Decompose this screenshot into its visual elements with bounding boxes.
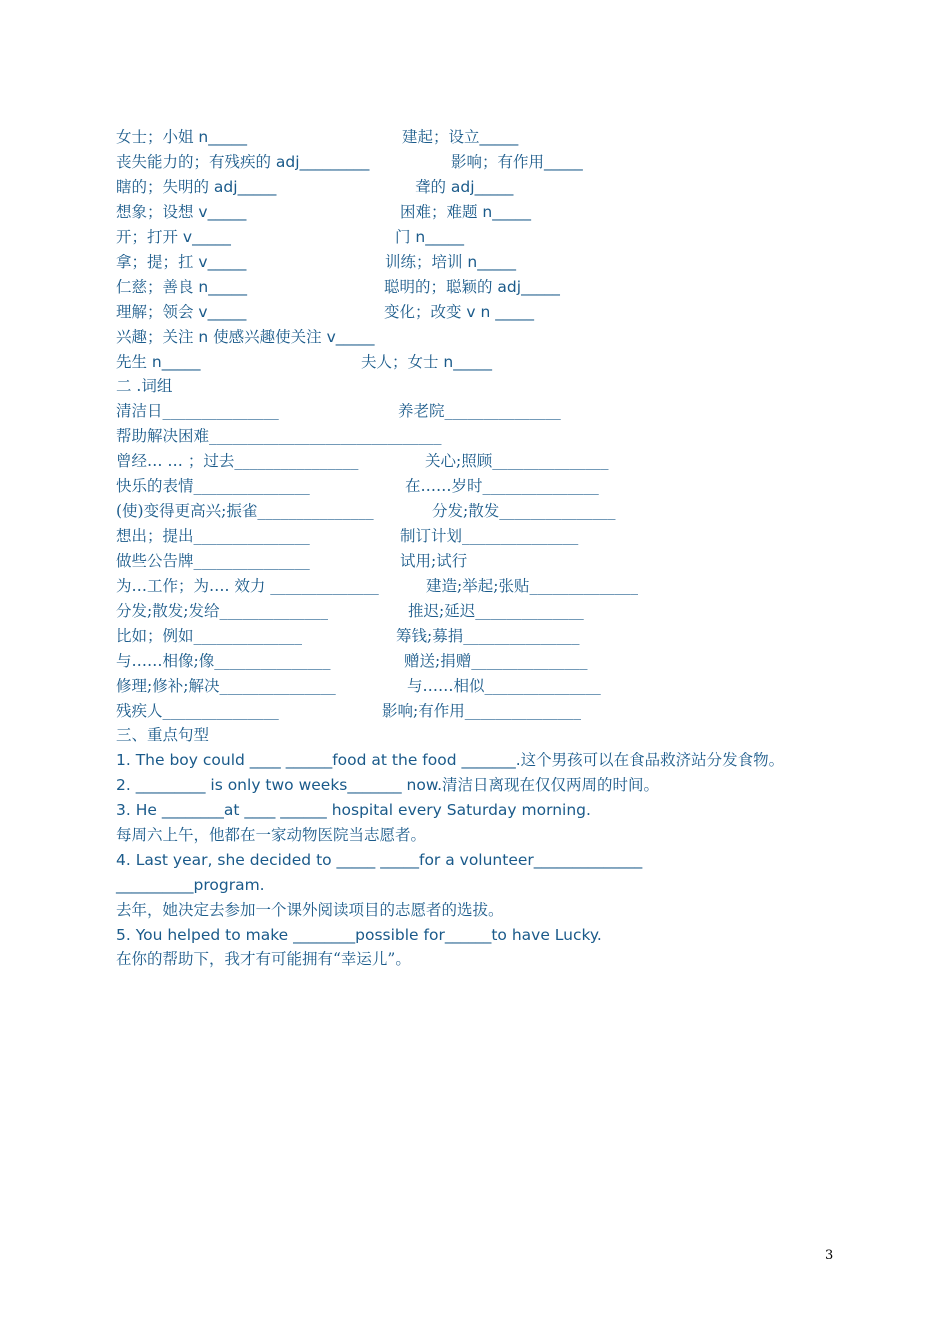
vocab-item: 影响；有作用_____ [451, 153, 583, 171]
phrase-item: 清洁日_______________ [116, 402, 279, 420]
vocab-row [116, 226, 465, 248]
section-heading-sentences: 三、重点句型 [116, 726, 210, 744]
phrase-row [116, 425, 442, 447]
sentence-line: 4. Last year, she decided to _____ _____for a volunteer______________ [116, 851, 643, 869]
phrase-item: 制订计划_______________ [400, 527, 579, 545]
phrase-item: 建造;举起;张贴______________ [426, 577, 638, 595]
vocab-item: 女士；小姐 n_____ [116, 128, 248, 146]
phrase-item: 修理;修补;解决_______________ [116, 677, 336, 695]
phrase-item: 影响;有作用_______________ [382, 702, 581, 720]
sentence-line: 3. He ________at ____ ______ hospital every Saturday morning. [116, 801, 591, 819]
phrase-item: 关心;照顾_______________ [425, 452, 609, 470]
phrase-item: 为…工作；为…. 效力 ______________ [116, 577, 379, 595]
vocab-item: 聋的 adj_____ [415, 178, 514, 196]
phrase-item: 想出；提出_______________ [116, 527, 310, 545]
phrase-row [116, 625, 580, 647]
phrase-item: 赠送;捐赠_______________ [404, 652, 588, 670]
vocab-row [116, 351, 493, 373]
vocab-row [116, 151, 583, 173]
sentence-line: 每周六上午，他都在一家动物医院当志愿者。 [116, 826, 427, 844]
phrase-item: (使)变得更高兴;振雀_______________ [116, 502, 374, 520]
phrase-row [116, 575, 638, 597]
phrase-item: 做些公告牌_______________ [116, 552, 310, 570]
phrase-row [116, 475, 599, 497]
phrase-row [116, 400, 561, 422]
vocab-row [116, 326, 375, 348]
phrase-item: 残疾人_______________ [116, 702, 279, 720]
vocab-row [116, 251, 517, 273]
vocab-item: 理解；领会 v_____ [116, 303, 247, 321]
vocab-item: 训练；培训 n_____ [385, 253, 517, 271]
phrase-item: 推迟;延迟______________ [408, 602, 584, 620]
phrase-item: 比如；例如______________ [116, 627, 303, 645]
phrase-row [116, 600, 584, 622]
phrase-row [116, 550, 468, 572]
page-number: 3 [825, 1248, 834, 1263]
phrase-item: 快乐的表情_______________ [116, 477, 310, 495]
phrase-row [116, 450, 609, 472]
vocab-item: 困难；难题 n_____ [400, 203, 532, 221]
vocab-item: 仁慈；善良 n_____ [116, 278, 248, 296]
phrase-row [116, 650, 588, 672]
phrase-item: 试用;试行 [400, 552, 468, 570]
vocab-item: 夫人；女士 n_____ [361, 353, 493, 371]
vocab-item: 开；打开 v_____ [116, 228, 231, 246]
phrase-item: 帮助解决困难______________________________ [116, 427, 442, 445]
phrase-item: 分发;散发;发给______________ [116, 602, 328, 620]
vocab-item: 丧失能力的；有残疾的 adj_________ [116, 153, 370, 171]
vocab-item: 瞎的；失明的 adj_____ [116, 178, 277, 196]
vocab-row [116, 301, 535, 323]
vocab-row [116, 276, 560, 298]
vocab-item: 先生 n_____ [116, 353, 201, 371]
sentence-line: 5. You helped to make ________possible for______to have Lucky. [116, 926, 602, 944]
phrase-item: 曾经… … ；过去________________ [116, 452, 359, 470]
vocab-row [116, 126, 519, 148]
sentence-line: __________program. [116, 876, 265, 894]
vocab-item: 兴趣；关注 n 使感兴趣使关注 v_____ [116, 328, 375, 346]
vocab-item: 门 n_____ [395, 228, 465, 246]
vocab-item: 变化；改变 v n _____ [384, 303, 535, 321]
sentence-line: 去年，她决定去参加一个课外阅读项目的志愿者的选拔。 [116, 901, 504, 919]
phrase-item: 筹钱;募捐_______________ [396, 627, 580, 645]
phrase-item: 与……相似_______________ [407, 677, 601, 695]
vocab-item: 建起；设立_____ [402, 128, 519, 146]
sentence-line: 2. _________ is only two weeks_______ now.清洁日离现在仅仅两周的时间。 [116, 776, 660, 794]
vocab-row [116, 201, 532, 223]
section-heading-phrases: 二 .词组 [116, 377, 173, 395]
phrase-row [116, 700, 581, 722]
phrase-item: 与……相像;像_______________ [116, 652, 331, 670]
phrase-item: 养老院_______________ [398, 402, 561, 420]
vocab-item: 聪明的；聪颖的 adj_____ [384, 278, 560, 296]
vocab-item: 想象；设想 v_____ [116, 203, 247, 221]
phrase-item: 在……岁时_______________ [405, 477, 599, 495]
vocab-row [116, 176, 514, 198]
sentence-line: 1. The boy could ____ ______food at the food _______.这个男孩可以在食品救济站分发食物。 [116, 751, 785, 769]
sentence-line: 在你的帮助下，我才有可能拥有“幸运儿”。 [116, 950, 411, 968]
phrase-row [116, 675, 601, 697]
phrase-row [116, 525, 579, 547]
vocab-item: 拿；提；扛 v_____ [116, 253, 247, 271]
phrase-item: 分发;散发_______________ [432, 502, 616, 520]
phrase-row [116, 500, 616, 522]
